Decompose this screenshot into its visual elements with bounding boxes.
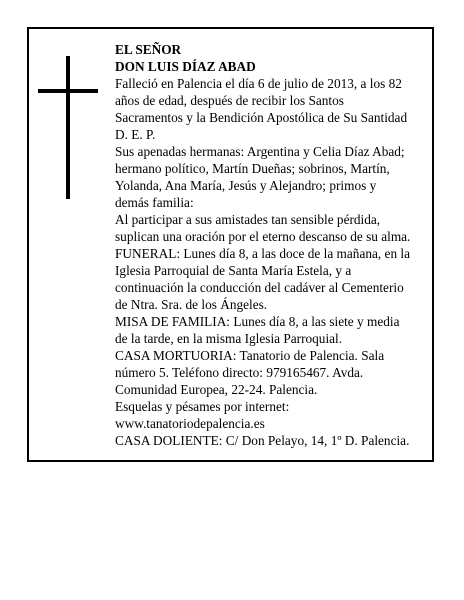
deceased-name: DON LUIS DÍAZ ABAD xyxy=(115,59,256,74)
notice-line: CASA DOLIENTE: C/ Don Pelayo, 14, 1º D. Palencia. xyxy=(115,433,410,448)
cross-vertical-bar xyxy=(66,56,70,199)
notice-line: CASA MORTUORIA: Tanatorio de Palencia. Sala xyxy=(115,348,385,363)
notice-line: MISA DE FAMILIA: Lunes día 8, a las siete y media xyxy=(115,314,400,329)
website-link[interactable]: www.tanatoriodepalencia.es xyxy=(115,416,265,431)
cross-icon xyxy=(38,56,98,199)
notice-line: hermano político, Martín Dueñas; sobrinos, Martín, xyxy=(115,161,390,176)
notice-line: de Ntra. Sra. de los Ángeles. xyxy=(115,297,268,312)
notice-line: de la tarde, en la misma Iglesia Parroquial. xyxy=(115,331,343,346)
notice-line: Comunidad Europea, 22-24. Palencia. xyxy=(115,382,318,397)
notice-line: Sus apenadas hermanas: Argentina y Celia Díaz Abad; xyxy=(115,144,405,159)
notice-line: suplican una oración por el eterno descanso de su alma. xyxy=(115,229,411,244)
notice-line: D. E. P. xyxy=(115,127,156,142)
obituary-notice xyxy=(27,27,434,462)
notice-text xyxy=(115,41,431,449)
notice-line: Al participar a sus amistades tan sensible pérdida, xyxy=(115,212,381,227)
notice-line: Sacramentos y la Bendición Apostólica de Su Santidad xyxy=(115,110,408,125)
notice-line: continuación la conducción del cadáver al Cementerio xyxy=(115,280,404,295)
notice-line: años de edad, después de recibir los Santos xyxy=(115,93,344,108)
notice-line: demás familia: xyxy=(115,195,194,210)
notice-title: EL SEÑOR xyxy=(115,42,182,57)
notice-line: Esquelas y pésames por internet: xyxy=(115,399,290,414)
notice-line: FUNERAL: Lunes día 8, a las doce de la mañana, en la xyxy=(115,246,411,261)
notice-line: Yolanda, Ana María, Jesús y Alejandro; primos y xyxy=(115,178,377,193)
notice-line: Falleció en Palencia el día 6 de julio de 2013, a los 82 xyxy=(115,76,402,91)
notice-line: número 5. Teléfono directo: 979165467. Avda. xyxy=(115,365,364,380)
notice-line: Iglesia Parroquial de Santa María Estela, y a xyxy=(115,263,352,278)
cross-horizontal-bar xyxy=(38,89,98,93)
